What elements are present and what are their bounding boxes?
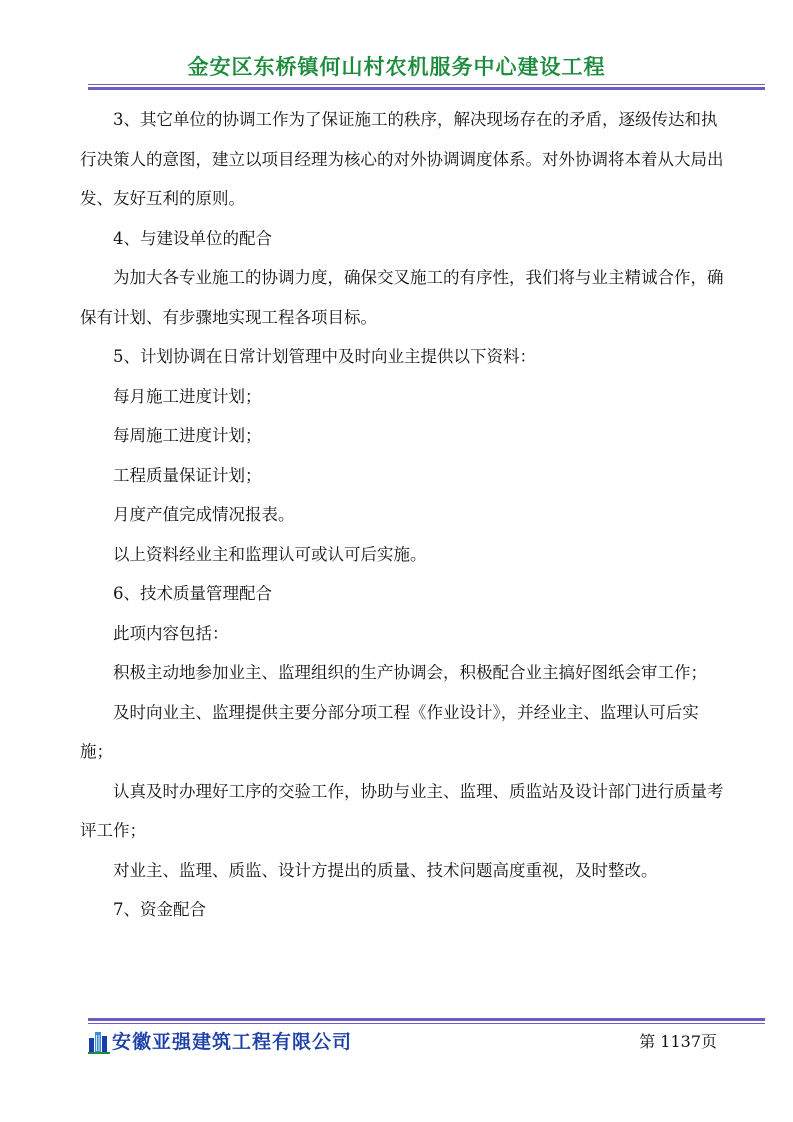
paragraph: 工程质量保证计划； (113, 465, 262, 485)
page-footer (0, 1026, 793, 1060)
paragraph: 对业主、监理、质监、设计方提出的质量、技术问题高度重视，及时整改。 (113, 860, 658, 880)
header-rule-thin (88, 84, 765, 85)
paragraph: 月度产值完成情况报表。 (113, 505, 295, 524)
paragraph: 每月施工进度计划； (113, 386, 262, 406)
paragraph: 及时向业主、监理提供主要分部分项工程《作业设计》，并经业主、监理认可后实施； (80, 702, 699, 761)
header-title: 金安区东桥镇何山村农机服务中心建设工程 (187, 55, 606, 79)
footer-company-name: 安徽亚强建筑工程有限公司 (112, 1031, 353, 1053)
paragraph: 6、技术质量管理配合 (113, 584, 272, 603)
paragraph: 5、计划协调在日常计划管理中及时向业主提供以下资料： (113, 347, 536, 366)
header-rule-thick (88, 87, 765, 90)
paragraph: 为加大各专业施工的协调力度，确保交叉施工的有序性，我们将与业主精诚合作，确保有计划、有步骤地实现工程各项目标。 (80, 268, 724, 327)
paragraph: 以上资料经业主和监理认可或认可后实施。 (113, 544, 427, 564)
paragraph: 4、与建设单位的配合 (113, 228, 272, 248)
footer-rule-thin (88, 1023, 765, 1024)
footer-page-number: 第 1137页 (639, 1032, 717, 1051)
paragraph: 认真及时办理好工序的交验工作，协助与业主、监理、质监站及设计部门进行质量考评工作； (80, 781, 724, 840)
paragraph: 7、资金配合 (113, 900, 206, 919)
paragraph: 每周施工进度计划； (113, 426, 262, 445)
document-body (80, 100, 725, 930)
paragraph: 积极主动地参加业主、监理组织的生产协调会，积极配合业主搞好图纸会审工作； (113, 663, 707, 682)
paragraph: 此项内容包括： (113, 623, 229, 643)
building-logo-icon (88, 1030, 110, 1054)
footer-rule-thick (88, 1018, 765, 1021)
paragraph: 3、其它单位的协调工作为了保证施工的秩序，解决现场存在的矛盾，逐级传达和执行决策人的意图，建立以项目经理为核心的对外协调调度体系。对外协调将本着从大局出发、友好互利的原则。 (80, 110, 724, 208)
